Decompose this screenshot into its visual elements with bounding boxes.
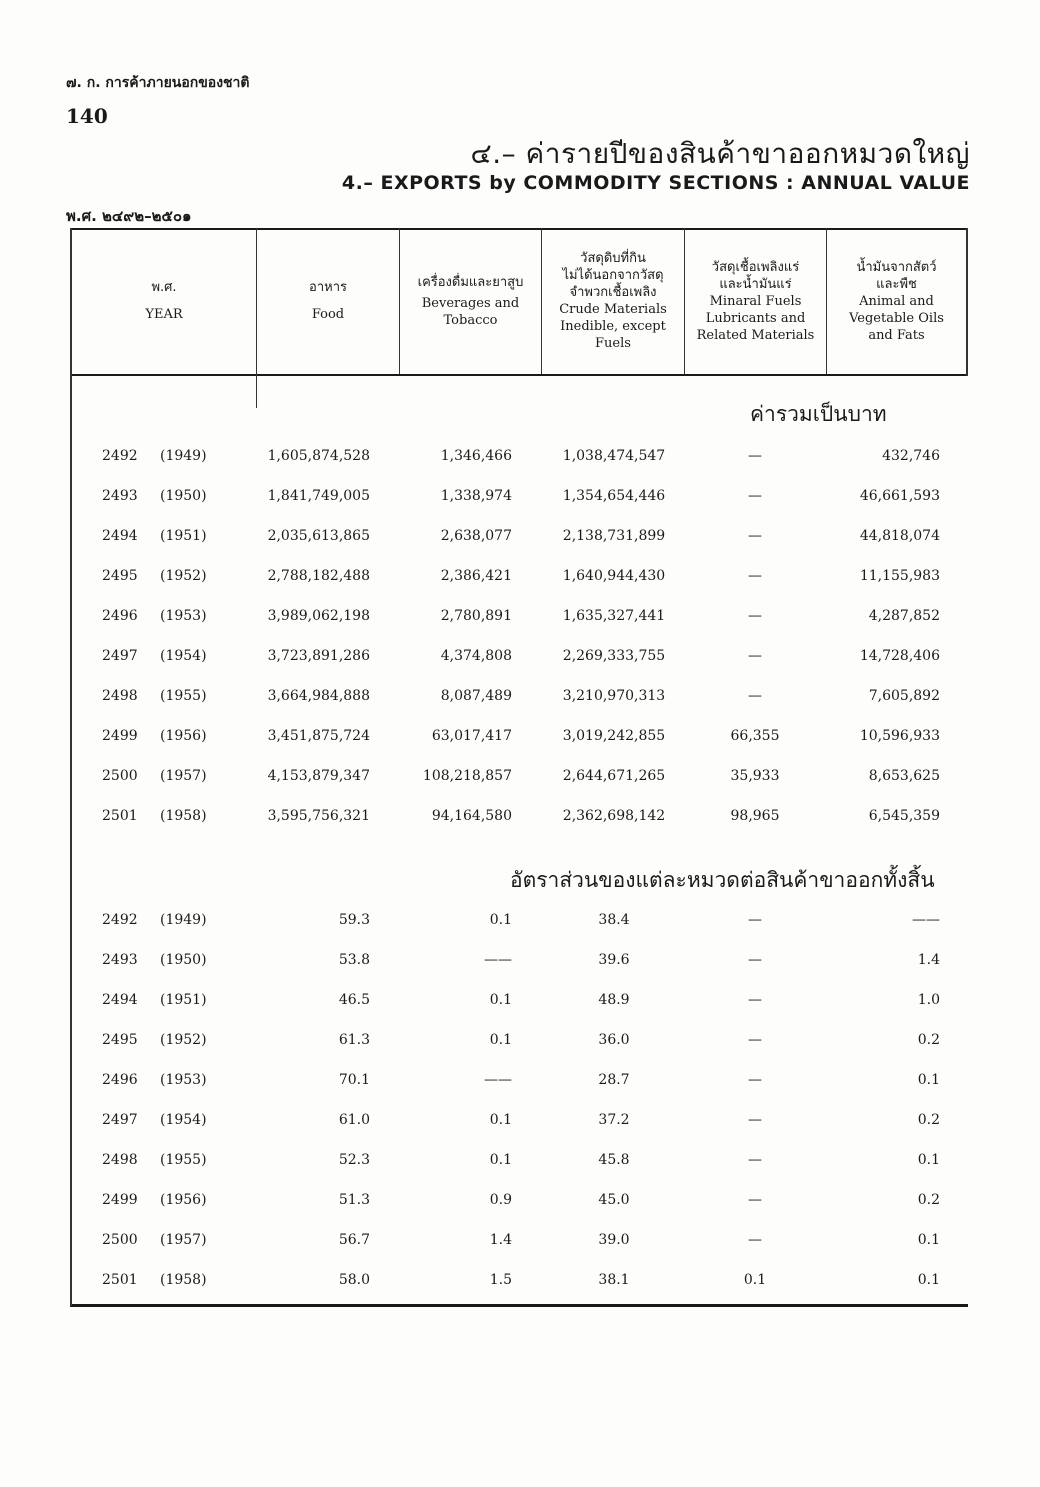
cell-fuels: — (748, 488, 762, 504)
cell-oils: 0.1 (917, 1232, 940, 1248)
cell-beverages: —— (484, 1072, 512, 1088)
cell-food: 46.5 (338, 992, 370, 1008)
cell-oils: 8,653,625 (868, 768, 940, 784)
cell-year-ce: (1950) (160, 952, 207, 968)
header-fuels-en3: Related Materials (696, 327, 815, 343)
table-row (70, 758, 968, 798)
cell-year: 2493 (102, 488, 138, 504)
header-oils-en3: and Fats (868, 327, 925, 343)
cell-oils: 0.2 (917, 1192, 940, 1208)
cell-food: 3,451,875,724 (267, 728, 370, 744)
cell-beverages: 94,164,580 (431, 808, 512, 824)
cell-year-ce: (1951) (160, 528, 207, 544)
cell-beverages: 108,218,857 (422, 768, 512, 784)
cell-fuels: — (748, 1032, 762, 1048)
cell-year: 2498 (102, 688, 138, 704)
header-beverages-th: เครื่องดื่มและยาสูบ (417, 274, 524, 290)
header-crude-th1: วัสดุดิบที่กิน (580, 251, 646, 266)
cell-crude: 2,362,698,142 (562, 808, 666, 824)
header-year-th: พ.ศ. (151, 280, 177, 295)
cell-crude: 2,269,333,755 (562, 648, 666, 664)
cell-year-ce: (1951) (160, 992, 207, 1008)
cell-year: 2498 (102, 1152, 138, 1168)
cell-crude: 3,019,242,855 (562, 728, 666, 744)
cell-food: 53.8 (338, 952, 370, 968)
cell-fuels: — (748, 912, 762, 928)
cell-food: 52.3 (338, 1152, 370, 1168)
cell-fuels: — (748, 1192, 762, 1208)
table-row (70, 1262, 968, 1302)
table-row (70, 982, 968, 1022)
cell-fuels: — (748, 648, 762, 664)
header-crude-en3: Fuels (595, 336, 631, 351)
header-oils-th1: น้ำมันจากสัตว์ (856, 259, 937, 275)
table-row (70, 718, 968, 758)
page-title-english: 4.– EXPORTS by COMMODITY SECTIONS : ANNUAL VALUE (341, 172, 970, 194)
cell-oils: 0.2 (917, 1112, 940, 1128)
cell-food: 3,595,756,321 (267, 808, 370, 824)
cell-crude: 45.8 (598, 1152, 630, 1168)
cell-year-ce: (1949) (160, 448, 207, 464)
header-oils-th2: และพืช (876, 276, 917, 292)
cell-year-ce: (1955) (160, 688, 207, 704)
cell-year: 2494 (102, 992, 138, 1008)
cell-year: 2492 (102, 448, 138, 464)
cell-oils: —— (912, 912, 940, 928)
cell-beverages: —— (484, 952, 512, 968)
cell-year-ce: (1957) (160, 768, 207, 784)
cell-year-ce: (1952) (160, 568, 207, 584)
cell-year-ce: (1953) (160, 1072, 207, 1088)
cell-year-ce: (1956) (160, 728, 207, 744)
cell-year-ce: (1958) (160, 1272, 207, 1288)
cell-food: 59.3 (338, 912, 370, 928)
cell-food: 70.1 (338, 1072, 370, 1088)
cell-beverages: 0.1 (489, 1112, 512, 1128)
cell-oils: 14,728,406 (859, 648, 940, 664)
cell-beverages: 2,386,421 (440, 568, 512, 584)
header-crude-en1: Crude Materials (559, 302, 667, 317)
cell-year: 2493 (102, 952, 138, 968)
header-bottom-rule (70, 374, 968, 376)
cell-year: 2492 (102, 912, 138, 928)
cell-oils: 0.1 (917, 1072, 940, 1088)
cell-beverages: 1.5 (489, 1272, 512, 1288)
cell-oils: 44,818,074 (859, 528, 940, 544)
cell-fuels: — (748, 528, 762, 544)
header-oils (827, 228, 966, 374)
cell-crude: 2,644,671,265 (562, 768, 666, 784)
cell-crude: 48.9 (598, 992, 630, 1008)
cell-oils: 1.4 (917, 952, 940, 968)
cell-year: 2497 (102, 648, 138, 664)
cell-oils: 432,746 (882, 448, 940, 464)
page-number: 140 (66, 104, 108, 128)
cell-oils: 7,605,892 (868, 688, 940, 704)
table-bottom-rule (70, 1304, 968, 1307)
cell-crude: 38.1 (598, 1272, 630, 1288)
cell-fuels: 66,355 (730, 728, 780, 744)
table-row (70, 1182, 968, 1222)
cell-year-ce: (1953) (160, 608, 207, 624)
cell-year-ce: (1957) (160, 1232, 207, 1248)
cell-fuels: — (748, 688, 762, 704)
page-title-thai: ๔.– ค่ารายปีของสินค้าขาออกหมวดใหญ่ (470, 137, 970, 170)
header-fuels (685, 228, 826, 374)
cell-food: 4,153,879,347 (267, 768, 370, 784)
cell-oils: 0.1 (917, 1152, 940, 1168)
table-row (70, 438, 968, 478)
table-row (70, 478, 968, 518)
cell-food: 2,788,182,488 (267, 568, 370, 584)
cell-year: 2496 (102, 608, 138, 624)
cell-food: 1,841,749,005 (267, 488, 370, 504)
cell-crude: 2,138,731,899 (562, 528, 666, 544)
cell-beverages: 0.1 (489, 1152, 512, 1168)
cell-fuels: 0.1 (743, 1272, 767, 1288)
cell-year-ce: (1952) (160, 1032, 207, 1048)
cell-year: 2500 (102, 1232, 138, 1248)
cell-year: 2494 (102, 528, 138, 544)
section-label-percent: อัตราส่วนของแต่ละหมวดต่อสินค้าขาออกทั้งสิ้น (510, 868, 935, 892)
period-label: พ.ศ. ๒๔๙๒–๒๕๐๑ (66, 207, 192, 225)
cell-crude: 39.6 (598, 952, 630, 968)
cell-oils: 11,155,983 (859, 568, 940, 584)
cell-year-ce: (1949) (160, 912, 207, 928)
cell-food: 3,989,062,198 (267, 608, 370, 624)
table-row (70, 1222, 968, 1262)
cell-food: 56.7 (338, 1232, 370, 1248)
cell-beverages: 1.4 (489, 1232, 512, 1248)
header-food-en: Food (311, 307, 345, 322)
cell-beverages: 2,638,077 (440, 528, 512, 544)
running-header: ๗. ก. การค้าภายนอกของชาติ (66, 75, 250, 91)
cell-food: 3,664,984,888 (267, 688, 370, 704)
cell-crude: 38.4 (598, 912, 630, 928)
header-beverages-en1: Beverages and (421, 295, 520, 311)
cell-beverages: 0.1 (489, 912, 512, 928)
table-row (70, 638, 968, 678)
cell-fuels: 98,965 (730, 808, 780, 824)
cell-crude: 1,640,944,430 (562, 568, 666, 584)
cell-beverages: 8,087,489 (440, 688, 512, 704)
cell-oils: 46,661,593 (859, 488, 940, 504)
cell-beverages: 2,780,891 (440, 608, 512, 624)
cell-year: 2501 (102, 1272, 138, 1288)
column-divider (966, 228, 968, 376)
table-row (70, 798, 968, 838)
cell-fuels: — (748, 1232, 762, 1248)
header-beverages (400, 228, 541, 374)
header-year-en: YEAR (145, 307, 183, 322)
header-food-th: อาหาร (309, 280, 347, 295)
cell-crude: 39.0 (598, 1232, 630, 1248)
table-row (70, 1062, 968, 1102)
cell-year: 2495 (102, 568, 138, 584)
table-row (70, 558, 968, 598)
cell-food: 61.3 (338, 1032, 370, 1048)
cell-food: 58.0 (338, 1272, 370, 1288)
table-row (70, 1102, 968, 1142)
cell-year: 2496 (102, 1072, 138, 1088)
table-row (70, 902, 968, 942)
exports-table (70, 228, 968, 1308)
cell-beverages: 1,338,974 (440, 488, 512, 504)
cell-fuels: — (748, 568, 762, 584)
cell-year-ce: (1954) (160, 648, 207, 664)
cell-fuels: — (748, 1152, 762, 1168)
header-crude-th3: จำพวกเชื้อเพลิง (569, 285, 657, 300)
header-fuels-th2: และน้ำมันแร่ (719, 276, 792, 292)
cell-year-ce: (1950) (160, 488, 207, 504)
cell-year: 2495 (102, 1032, 138, 1048)
cell-fuels: — (748, 448, 762, 464)
header-fuels-en2: Lubricants and (705, 310, 806, 326)
cell-oils: 6,545,359 (868, 808, 940, 824)
cell-crude: 1,354,654,446 (562, 488, 666, 504)
table-row (70, 518, 968, 558)
cell-beverages: 0.9 (489, 1192, 512, 1208)
table-row (70, 678, 968, 718)
header-crude-th2: ไม่ได้นอกจากวัสดุ (562, 268, 664, 283)
cell-year-ce: (1956) (160, 1192, 207, 1208)
header-beverages-en2: Tobacco (443, 312, 498, 328)
header-oils-en2: Vegetable Oils (849, 310, 944, 326)
cell-fuels: — (748, 1072, 762, 1088)
cell-crude: 3,210,970,313 (562, 688, 666, 704)
cell-beverages: 63,017,417 (431, 728, 512, 744)
header-fuels-en1: Minaral Fuels (709, 293, 802, 309)
cell-oils: 4,287,852 (868, 608, 940, 624)
cell-fuels: — (748, 952, 762, 968)
table-row (70, 1142, 968, 1182)
cell-fuels: — (748, 992, 762, 1008)
header-year (72, 228, 256, 374)
cell-year: 2501 (102, 808, 138, 824)
cell-year: 2500 (102, 768, 138, 784)
cell-year-ce: (1955) (160, 1152, 207, 1168)
cell-food: 61.0 (338, 1112, 370, 1128)
header-crude-en2: Inedible, except (560, 319, 666, 334)
table-row (70, 598, 968, 638)
cell-year: 2497 (102, 1112, 138, 1128)
cell-year-ce: (1958) (160, 808, 207, 824)
cell-oils: 0.1 (917, 1272, 940, 1288)
cell-beverages: 0.1 (489, 1032, 512, 1048)
cell-year: 2499 (102, 1192, 138, 1208)
cell-food: 2,035,613,865 (267, 528, 370, 544)
header-fuels-th1: วัสดุเชื้อเพลิงแร่ (711, 259, 800, 275)
cell-crude: 1,635,327,441 (562, 608, 666, 624)
cell-crude: 1,038,474,547 (562, 448, 666, 464)
table-row (70, 942, 968, 982)
header-oils-en1: Animal and (859, 293, 934, 309)
cell-oils: 10,596,933 (859, 728, 940, 744)
table-row (70, 1022, 968, 1062)
cell-crude: 45.0 (598, 1192, 630, 1208)
cell-beverages: 4,374,808 (440, 648, 512, 664)
cell-crude: 37.2 (598, 1112, 630, 1128)
cell-crude: 36.0 (598, 1032, 630, 1048)
cell-crude: 28.7 (598, 1072, 630, 1088)
cell-fuels: — (748, 1112, 762, 1128)
cell-food: 3,723,891,286 (267, 648, 370, 664)
cell-year: 2499 (102, 728, 138, 744)
header-crude (542, 228, 684, 374)
cell-year-ce: (1954) (160, 1112, 207, 1128)
section-label-values: ค่ารวมเป็นบาท (750, 402, 887, 426)
cell-fuels: 35,933 (730, 768, 780, 784)
cell-beverages: 1,346,466 (440, 448, 512, 464)
cell-oils: 1.0 (917, 992, 940, 1008)
header-food (257, 228, 399, 374)
cell-food: 51.3 (338, 1192, 370, 1208)
cell-fuels: — (748, 608, 762, 624)
cell-food: 1,605,874,528 (267, 448, 370, 464)
cell-oils: 0.2 (917, 1032, 940, 1048)
cell-beverages: 0.1 (489, 992, 512, 1008)
